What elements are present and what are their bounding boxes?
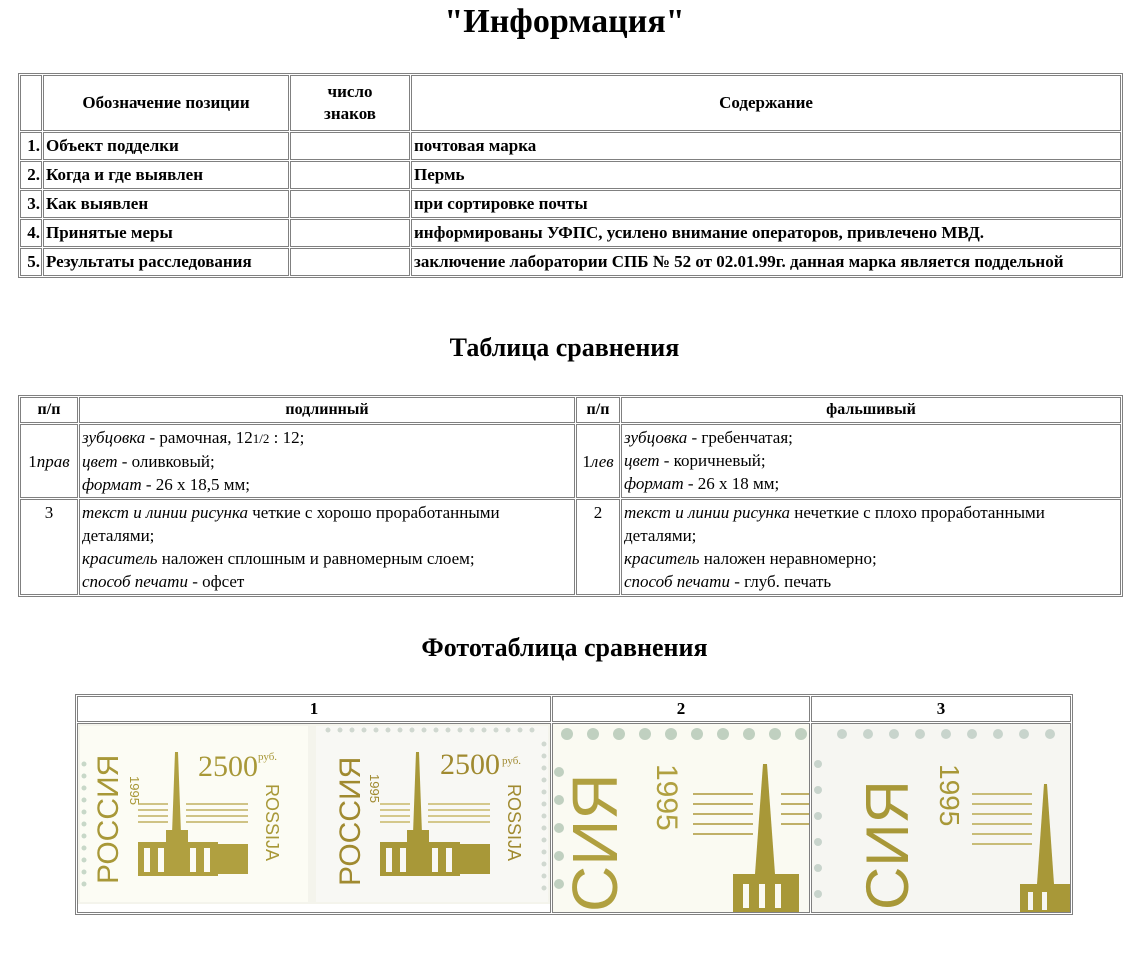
prop-text: наложен неравномерно; bbox=[699, 549, 877, 568]
stamp-zoom-image-3 bbox=[812, 724, 1070, 912]
table-row bbox=[20, 161, 1121, 189]
prop-text: - гребенчатая; bbox=[687, 428, 793, 447]
fake-number bbox=[576, 424, 620, 498]
row-content: заключение лаборатории СПБ № 52 от 02.01.99г. данная марка является поддельной bbox=[411, 248, 1121, 276]
stamp-genuine bbox=[80, 726, 308, 902]
prop-text: - глуб. печать bbox=[729, 572, 832, 591]
genuine-number bbox=[20, 424, 78, 498]
zoom-country-text: СИЯ bbox=[559, 773, 631, 912]
fake-number: 2 bbox=[576, 499, 620, 595]
prop-fraction: 1/2 bbox=[252, 431, 270, 446]
photo-header-3: 3 bbox=[811, 696, 1071, 722]
prop-term: способ печати bbox=[624, 572, 730, 591]
row-content: при сортировке почты bbox=[411, 190, 1121, 218]
stamp-latin-text: ROSSIJA bbox=[262, 784, 282, 862]
prop-term: зубцовка bbox=[82, 428, 146, 447]
page-title: "Информация" bbox=[444, 3, 685, 40]
stamp-year-text: 1995 bbox=[367, 774, 382, 803]
cmp-header-genuine: подлинный bbox=[79, 397, 575, 423]
prop-line bbox=[624, 547, 1118, 570]
prop-line bbox=[82, 570, 572, 593]
photo-header-row bbox=[77, 696, 1071, 722]
row-number: 4. bbox=[20, 219, 42, 247]
row-number: 3. bbox=[20, 190, 42, 218]
prop-line bbox=[624, 449, 1118, 472]
fake-props bbox=[621, 499, 1121, 595]
row-label: Когда и где выявлен bbox=[43, 161, 289, 189]
prop-text: - оливковый; bbox=[117, 452, 215, 471]
row-number: 2. bbox=[20, 161, 42, 189]
info-header-num bbox=[20, 75, 42, 131]
prop-text: - рамочная, 12 bbox=[145, 428, 253, 447]
row-label: Принятые меры bbox=[43, 219, 289, 247]
prop-text: четкие с хорошо проработанными деталями; bbox=[82, 503, 500, 545]
table-row bbox=[20, 424, 1121, 498]
prop-term: цвет bbox=[624, 451, 660, 470]
photo-cell-1 bbox=[77, 723, 551, 913]
row-count bbox=[290, 248, 410, 276]
prop-line bbox=[82, 450, 572, 473]
prop-term: краситель bbox=[82, 549, 158, 568]
row-label: Как выявлен bbox=[43, 190, 289, 218]
photo-row bbox=[77, 723, 1071, 913]
prop-term: формат bbox=[82, 475, 142, 494]
photo-header-1: 1 bbox=[77, 696, 551, 722]
fake-props bbox=[621, 424, 1121, 498]
stamp-fake bbox=[316, 726, 548, 902]
prop-text: нечеткие с плохо проработанными деталями; bbox=[624, 503, 1045, 545]
photo-cell-3 bbox=[811, 723, 1071, 913]
comparison-table bbox=[18, 395, 1123, 597]
zoom-country-text: СИЯ bbox=[854, 780, 921, 910]
photo-header-2: 2 bbox=[552, 696, 810, 722]
comparison-header-row bbox=[20, 397, 1121, 423]
prop-line bbox=[624, 426, 1118, 449]
row-content: почтовая марка bbox=[411, 132, 1121, 160]
prop-line bbox=[82, 501, 572, 547]
prop-term: текст и линии рисунка bbox=[624, 503, 790, 522]
genuine-number-suffix: прав bbox=[36, 451, 70, 471]
cmp-header-fake: фальшивый bbox=[621, 397, 1121, 423]
genuine-props bbox=[79, 499, 575, 595]
row-label: Результаты расследования bbox=[43, 248, 289, 276]
prop-text: - офсет bbox=[187, 572, 245, 591]
table-row bbox=[20, 219, 1121, 247]
stamp-currency-text: руб. bbox=[258, 751, 278, 763]
stamp-latin-text: ROSSIJA bbox=[504, 784, 524, 862]
info-header-count-text: число знаков bbox=[324, 82, 376, 123]
prop-line bbox=[82, 547, 572, 570]
row-count bbox=[290, 190, 410, 218]
comparison-title: Таблица сравнения bbox=[449, 333, 680, 362]
table-row bbox=[20, 499, 1121, 595]
prop-term: краситель bbox=[624, 549, 700, 568]
table-row bbox=[20, 190, 1121, 218]
row-label: Объект подделки bbox=[43, 132, 289, 160]
prop-line bbox=[624, 472, 1118, 495]
prop-text: - 26 х 18 мм; bbox=[683, 474, 780, 493]
prop-term: формат bbox=[624, 474, 684, 493]
zoom-year-text: 1995 bbox=[650, 764, 683, 831]
photo-title: Фототаблица сравнения bbox=[421, 633, 708, 662]
row-count bbox=[290, 132, 410, 160]
prop-tail: : 12; bbox=[269, 428, 305, 447]
prop-term: цвет bbox=[82, 452, 118, 471]
info-header-count bbox=[290, 75, 410, 131]
prop-line bbox=[82, 473, 572, 496]
prop-line bbox=[82, 426, 572, 450]
genuine-number-digit: 1 bbox=[28, 451, 37, 471]
info-header-position: Обозначение позиции bbox=[43, 75, 289, 131]
stamp-pair-image bbox=[78, 724, 550, 904]
zoom-year-text: 1995 bbox=[934, 764, 965, 827]
genuine-number: 3 bbox=[20, 499, 78, 595]
genuine-props bbox=[79, 424, 575, 498]
row-number: 5. bbox=[20, 248, 42, 276]
row-count bbox=[290, 219, 410, 247]
info-header-row bbox=[20, 75, 1121, 131]
prop-term: текст и линии рисунка bbox=[82, 503, 248, 522]
photo-table bbox=[75, 694, 1073, 915]
stamp-country-text: РОССИЯ bbox=[92, 754, 125, 884]
fake-number-suffix: лев bbox=[590, 451, 614, 471]
stamp-zoom-image-2 bbox=[553, 724, 809, 912]
photo-cell-2 bbox=[552, 723, 810, 913]
prop-text: наложен сплошным и равномерным слоем; bbox=[157, 549, 475, 568]
row-content: информированы УФПС, усилено внимание операторов, привлечено МВД. bbox=[411, 219, 1121, 247]
fake-number-digit: 1 bbox=[582, 451, 591, 471]
stamp-year-text: 1995 bbox=[127, 776, 142, 805]
prop-line bbox=[624, 570, 1118, 593]
info-table bbox=[18, 73, 1123, 278]
cmp-header-pp2: п/п bbox=[576, 397, 620, 423]
stamp-country-text: РОССИЯ bbox=[334, 756, 367, 886]
prop-term: зубцовка bbox=[624, 428, 688, 447]
row-content: Пермь bbox=[411, 161, 1121, 189]
stamp-currency-text: руб. bbox=[502, 755, 522, 767]
prop-text: - 26 х 18,5 мм; bbox=[141, 475, 251, 494]
prop-text: - коричневый; bbox=[659, 451, 766, 470]
prop-term: способ печати bbox=[82, 572, 188, 591]
table-row bbox=[20, 248, 1121, 276]
info-header-content: Содержание bbox=[411, 75, 1121, 131]
stamp-value-text: 2500 bbox=[198, 750, 258, 783]
row-count bbox=[290, 161, 410, 189]
table-row bbox=[20, 132, 1121, 160]
prop-line bbox=[624, 501, 1118, 547]
stamp-value-text: 2500 bbox=[440, 748, 500, 781]
cmp-header-pp: п/п bbox=[20, 397, 78, 423]
row-number: 1. bbox=[20, 132, 42, 160]
